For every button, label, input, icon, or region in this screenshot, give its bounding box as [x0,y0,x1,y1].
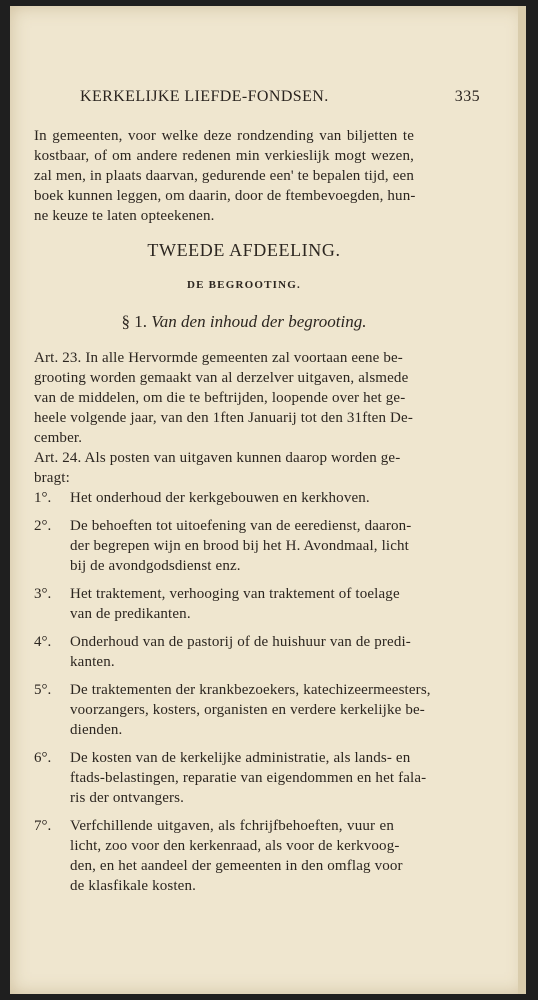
subsection-title: DE BEGROOTING. [187,279,301,291]
text-line: boek kunnen leggen, om daarin, door de ftembevoegden, hun- [34,188,416,204]
text-line: de klasfikale kosten. [70,878,197,894]
text-line: grooting worden gemaakt van al derzelver uitgaven, alsmede [34,370,409,386]
text-line: Het traktement, verhooging van traktement of toelage [70,586,400,602]
article-24 [34,448,401,488]
item-number: 7°. [34,818,52,834]
text-line: Onderhoud van de pastorij of de huishuur van de predi- [70,634,411,650]
text-line: ftads-belastingen, reparatie van eigendommen en het fala- [70,770,427,786]
text-line: De behoeften tot uitoefening van de eeredienst, daaron- [70,518,412,534]
paragraph-title: Van den inhoud der begrooting. [151,312,367,331]
item-text [70,632,411,672]
expense-list [34,488,431,904]
text-line: zal men, in plaats daarvan, gedurende een' te bepalen tijd, een [34,168,414,184]
text-line: kanten. [70,654,115,670]
text-line: kostbaar, of om andere redenen min verkieslijk mogt wezen, [34,148,414,164]
page-edge [518,6,526,994]
item-text [70,516,412,576]
text-line: cember. [34,430,83,446]
item-text [70,680,431,740]
expense-item [34,748,427,808]
text-line: der begrepen wijn en brood bij het H. Avondmaal, licht [70,538,409,554]
text-line: dienden. [70,722,123,738]
text-line: De kosten van de kerkelijke administratie, als lands- en [70,750,411,766]
text-line: licht, zoo voor den kerkenraad, als voor de kerkvoog- [70,838,400,854]
intro-paragraph [34,126,414,226]
item-number: 1°. [34,490,52,506]
text-line: bragt: [34,470,70,486]
section-title: TWEEDE AFDEELING. [147,240,341,260]
text-line: In gemeenten, voor welke deze rondzending van biljetten te [34,128,414,144]
expense-item [34,816,403,896]
paragraph-heading [34,312,454,332]
text-line: heele volgende jaar, van den 1ften Januarij tot den 31ften De- [34,410,413,426]
paragraph-marker: § 1. [121,312,148,331]
expense-item [34,632,411,672]
item-number: 3°. [34,586,52,602]
text-line: Art. 24. Als posten van uitgaven kunnen daarop worden ge- [34,450,401,466]
article-23 [34,348,413,448]
item-number: 5°. [34,682,52,698]
item-text [70,816,403,896]
expense-item [34,584,400,624]
item-text [70,584,400,624]
expense-item [34,680,431,740]
item-text [70,488,394,508]
expense-item [34,516,412,576]
text-line: Verfchillende uitgaven, als fchrijfbehoeften, vuur en [70,818,394,834]
text-line: van de middelen, om die te beftrijden, loopende over het ge- [34,390,406,406]
text-line: voorzangers, kosters, organisten en verdere kerkelijke be- [70,702,425,718]
text-line: ris der ontvangers. [70,790,185,806]
running-head [80,88,480,106]
text-line: Het onderhoud der kerkgebouwen en kerkhoven. [70,490,370,506]
running-title: KERKELIJKE LIEFDE-FONDSEN. [80,88,329,105]
text-line: bij de avondgodsdienst enz. [70,558,241,574]
text-line: van de predikanten. [70,606,191,622]
text-line: Art. 23. In alle Hervormde gemeenten zal voortaan eene be- [34,350,403,366]
page-number: 335 [454,88,480,105]
expense-item [34,488,394,508]
text-line: ne keuze te laten opteekenen. [34,208,215,224]
item-number: 2°. [34,518,52,534]
text-line: den, en het aandeel der gemeenten in den omflag voor [70,858,403,874]
item-number: 6°. [34,750,52,766]
item-number: 4°. [34,634,52,650]
text-line: De traktementen der krankbezoekers, katechizeermeesters, [70,682,431,698]
item-text [70,748,427,808]
